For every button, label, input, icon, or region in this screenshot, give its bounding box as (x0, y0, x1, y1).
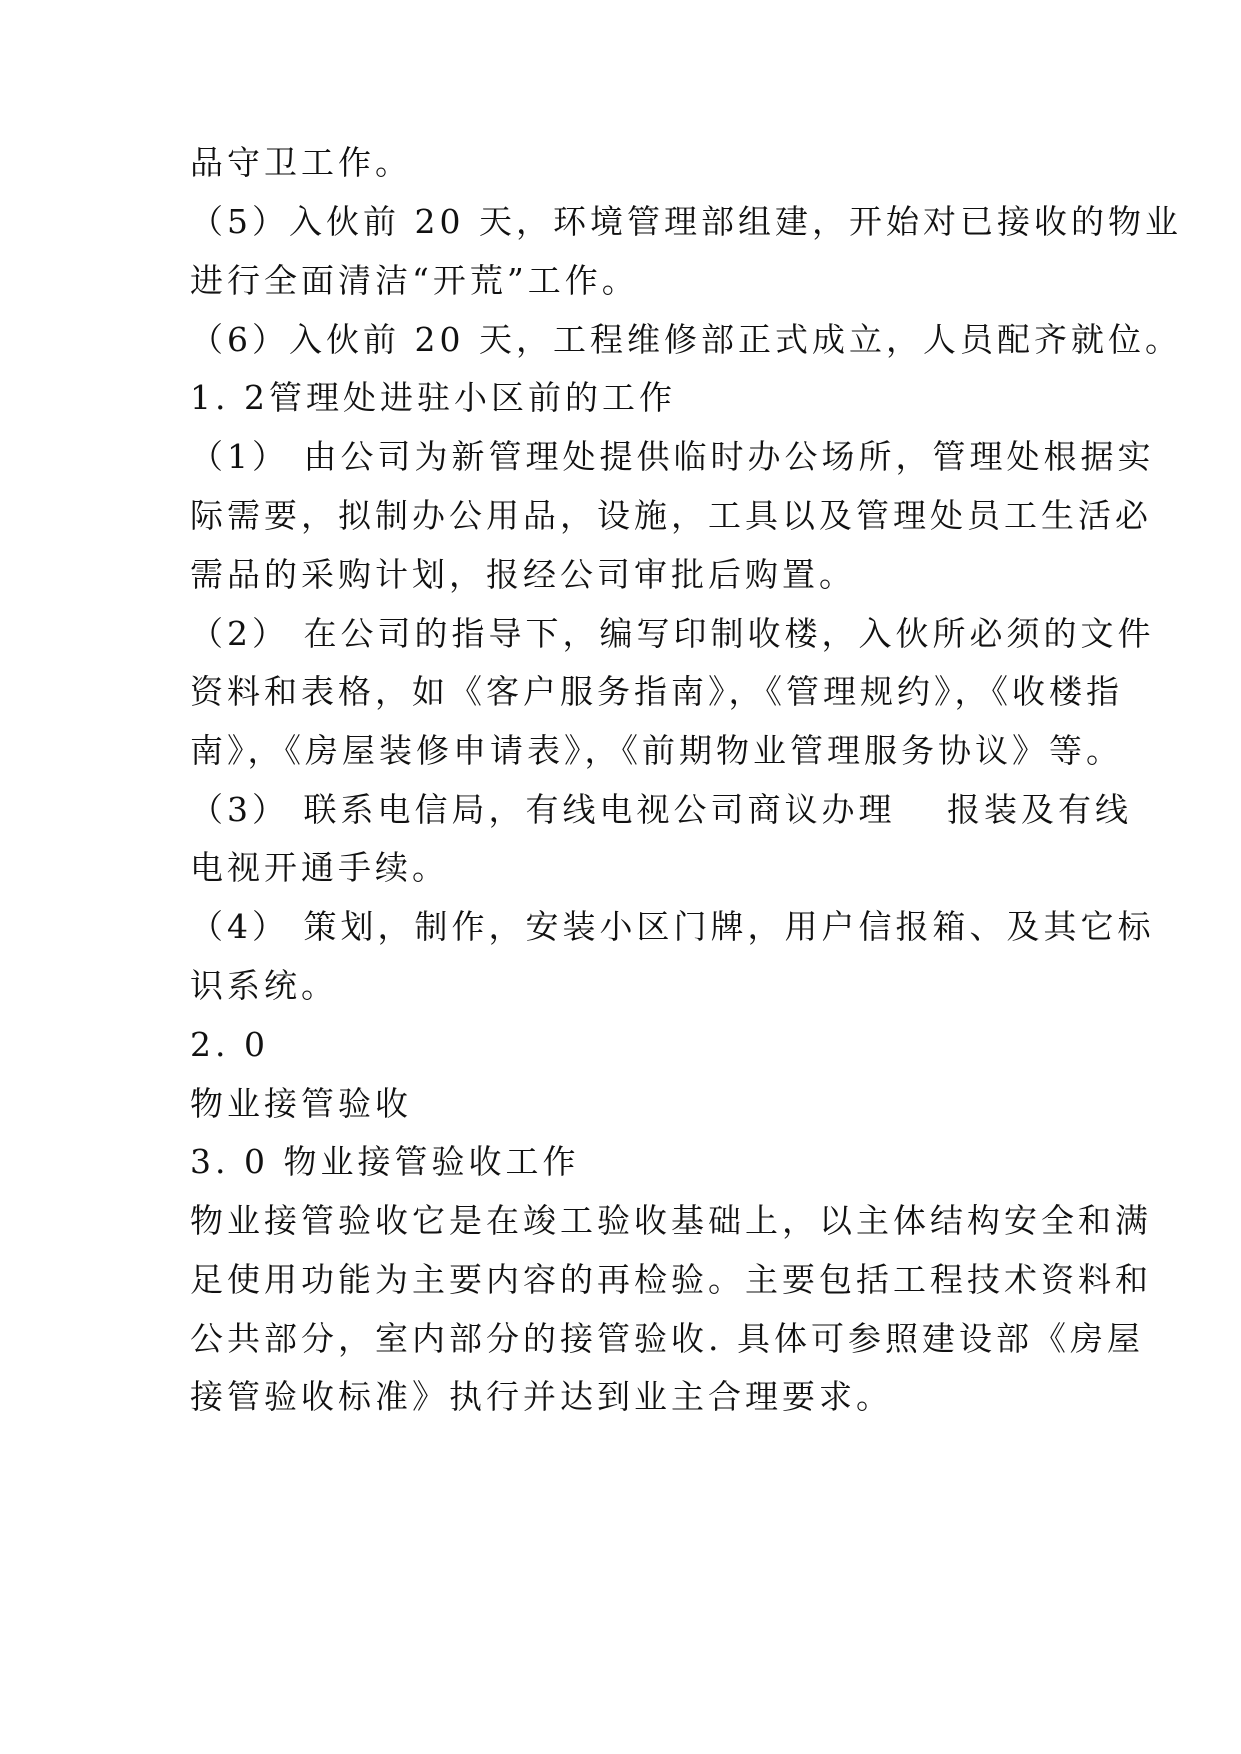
text-line: 南》，《房屋装修申请表》，《前期物业管理服务协议》等。 (190, 731, 1123, 770)
text-line: 公共部分，室内部分的接管验收. 具体可参照建设部《房屋 (190, 1319, 1144, 1358)
text-line: （2） 在公司的指导下，编写印制收楼，入伙所必须的文件 (190, 614, 1155, 653)
text-line: 需品的采购计划，报经公司审批后购置。 (190, 555, 856, 594)
text-line: 识系统。 (190, 966, 338, 1005)
text-line: 足使用功能为主要内容的再检验。主要包括工程技术资料和 (190, 1260, 1152, 1299)
text-line: （6）入伙前 20 天，工程维修部正式成立，人员配齐就位。 (190, 320, 1182, 359)
text-line: 品守卫工作。 (190, 143, 412, 182)
text-line: 进行全面清洁“开荒”工作。 (190, 261, 639, 300)
text-line: 接管验收标准》执行并达到业主合理要求。 (190, 1377, 893, 1416)
section-heading: 物业接管验收 (190, 1084, 412, 1123)
text-line: （3） 联系电信局，有线电视公司商议办理 报装及有线 (190, 790, 1132, 829)
text-line: 际需要，拟制办公用品，设施，工具以及管理处员工生活必 (190, 496, 1152, 535)
text-line: （5）入伙前 20 天，环境管理部组建，开始对已接收的物业 (190, 202, 1182, 241)
text-line: 物业接管验收它是在竣工验收基础上，以主体结构安全和满 (190, 1201, 1152, 1240)
text-line: 资料和表格，如《客户服务指南》，《管理规约》，《收楼指 (190, 672, 1123, 711)
text-line: （4） 策划，制作，安装小区门牌，用户信报箱、及其它标 (190, 907, 1155, 946)
text-line: （1） 由公司为新管理处提供临时办公场所，管理处根据实 (190, 437, 1155, 476)
text-line: 1. 2管理处进驻小区前的工作 (190, 378, 676, 417)
section-number: 2. 0 (190, 1025, 269, 1064)
section-heading: 3. 0 物业接管验收工作 (190, 1142, 580, 1181)
text-line: 电视开通手续。 (190, 848, 449, 887)
